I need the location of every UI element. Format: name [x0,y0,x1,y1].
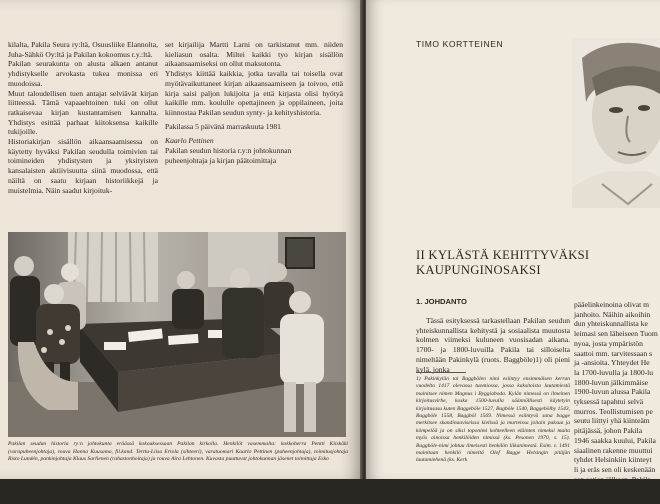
text-line: pääelinkeinoina olivat m [574,300,650,309]
chapter-title-line: KAUPUNGINOSAKSI [416,263,541,277]
text-line: pitäjässä, johon Pakila [574,426,643,436]
section-heading: 1. JOHDANTO [416,297,467,306]
text-line: 1900-luvun alussa Pakila [574,387,651,397]
right-page [366,0,660,504]
text-line: tyksessä tapahtui selvä [574,397,644,407]
paragraph: Yhdistys kiittää kaikkia, jotka tavalla tai toisella ovat myötävaikuttaneet kirjan aikaansaamiseen ja toivoo, että kirja saisi paljon lukijoita ja että kirjasta olisi hyötyä kaikille mm. koululle opettajineen ja oppilaineen, joita kiinnostaa Pakilan seudun synty- ja kehityshistoria. [165,69,343,117]
text-line: dun yhteiskunnallista ke [574,319,648,329]
intro-paragraph: Tässä esityksessä tarkastellaan Pakilan seudun yhteiskunnallista kehitystä ja sosiaalista muutosta kolmen viimeksi kuluneen vuosisadan aikana. 1700- ja 1800-luvuilla Pakila tai silloiselta nimeltään Pakinkylä (ruots. Baggböle)1) oli pieni kylä, jonka [416,316,570,374]
text-line: seutu liittyi yhä kiinteäm [574,416,650,426]
paragraph: Pakilan seurakunta on alusta alkaen antanut yhdistykselle arvokasta tukea monissa eri muodoissa. [8,59,158,88]
paragraph: Historiakirjan sisällön aikaansaamisessa on käytetty hyväksi Pakilan seudulla toimivien tai toimineiden yhdistysten ja yksityisten kansalaisten aktiivisuutta siinä muodossa, että näiltä on saatu kirjaan historiikkejä ja muistelmia. Näin saadut kirjoituk- [8,137,158,195]
text-line: 1946 saakka kuului, Pakila [574,435,656,445]
signature-title: puheenjohtaja ja kirjan päätoimittaja [165,155,277,165]
chapter-title [416,248,660,278]
signature-name: Kaarlo Pettinen [165,136,214,146]
text-line: li ja eräs sen oli keskenään [574,464,656,474]
author-name: TIMO KORTTEINEN [416,39,504,49]
text-line: tuvien oman lapsen. Samaa [574,494,658,504]
signature-date: Pakilassa 5 päivänä marraskuuta 1981 [165,121,281,131]
paragraph: set kirjailija Martti Larni on tarkistanut mm. niiden kieliasun osalta. Miltei kaikki tyo kirjan sisällön aikaansaamiseksi on ollut maksutonta. [165,40,343,69]
text-line: ja -ansioita. Yhteydet He [574,358,650,368]
right-text-column [165,40,343,165]
footnote-divider [416,372,466,373]
author-portrait [572,38,660,208]
text-line: la 1700-luvulla ja 1800-lu [574,367,654,377]
cropped-text-column [574,300,660,504]
intro-text-column [416,316,570,374]
text-line: nyoa, josta ympäristön [574,338,643,348]
left-text-column [8,40,158,195]
text-line: tyhdet Helsinkiin kiinteyt [574,455,652,465]
text-line: 1800-luvun jälkimmäise [574,377,649,387]
text-line: sen sotien jälkeen. Pakila [574,474,651,484]
text-line: siaalinen rakenne muuttui [574,445,653,455]
photo-caption: Pakilan seudun historia ry:n johtokunta eräässä kokouksessaan Pakilan kirkolla. Henkilöt vasemmalta: kokkoherra Pentti Kiiskäki (varapuheenjohtaja), rouva Hanna Kuusamo, fil.kand. Terttu-Liisa Ertola (sihteeri), varatuomari Kaarlo Pettinen (puheenjohtaja), toimitusjohtaja Risto Lundén, pankinjohtaja Klaus Sarlienen (rahastonhoitaja) ja rouva Aira Lehtonen. Kuvasta puuttuvat johtokunnan jäsenet toimittaja Esko [8,441,348,463]
text-line: murros. Teollistumisen pe [574,406,653,416]
text-line: janhoito. Näihin aikoihin [574,309,651,319]
paragraph: Muut taloudellisen tuen antajat selviävät kirjan liitteessä. Tämä vapaaehtoinen tuki on ollut ratkaisevaa kirjan kustantamisen kannalta. Yhdistys esittää parhaat kiitoksensa kaikille tukijoille. [8,88,158,137]
text-line: leimasi sen läheiseen Tuom [574,329,658,339]
text-line: 1960-luvulle saakka eilu [574,484,649,494]
text-line: saattoi mm. tarvitessaan s [574,348,653,358]
footnote: 1) Pakinkylän tai Baggbölen nimi esiintyy ensimmäisen kerran vuodelta 1417 olevassa tuomiossa, jossa kaksitoista lautamiestä mainitsee nimen Magnus i Byggiaboda. Kylän nimessä on ilmeinen kirjoitusvirhe, koska 1500-luvulla säännöllisesti käytetyin kirjoitusasu kuten Baggeböle 1527, Bagböle 1540, Baggebölby 1543, Baggböle 1558, Baggböl 1569. Nimessä esiintyvä sana bagge merkitsee skandinaaviseissa kielissä ja murteissa joitain paksua ja kömpelöä ja on siksi toponimi kohteelleen eläinten nimeksi muita myös ainoissa henkilöiden nimissä (ks. Pesonen 1970, s. 15). Baggböle-nimi johtuu ilmeisesti henkilön liikanimestä. Esim. v. 1491 mainitaan henkilö nimeltä Olof Bagge Helsingin pitäjän lautamiehenä (ks. Kerk [416,376,570,464]
board-meeting-photo [8,232,346,437]
signature-title: Pakilan seudun historia r.y:n johtokunnan [165,146,292,156]
chapter-title-line: II KYLÄSTÄ KEHITTYVÄKSI [416,248,590,262]
paragraph: kilalta, Pakila Seura ry:ltä, Osuusliike Elannolta, Juha-Sähkö Oy:ltä ja Pakilan kokoomus r.y.:ltä. [8,40,158,59]
